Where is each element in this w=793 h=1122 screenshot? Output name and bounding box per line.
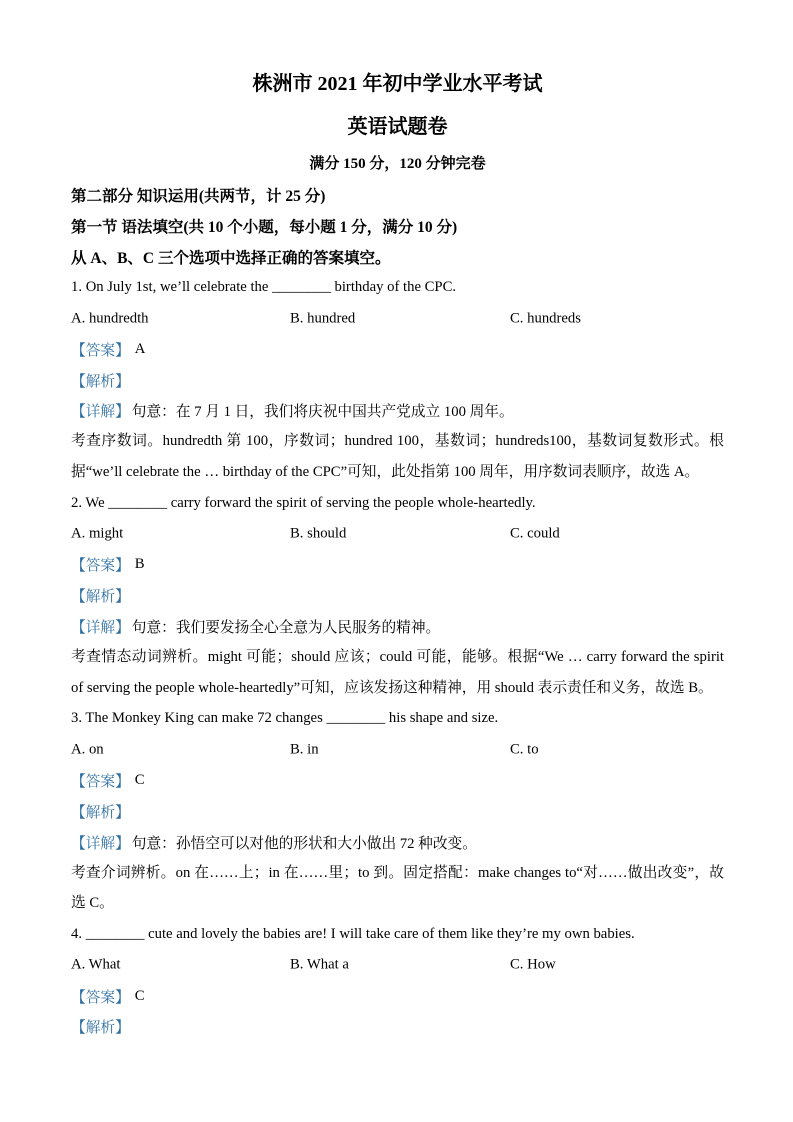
detail-line <box>71 827 724 858</box>
answer-value: A <box>134 340 146 357</box>
analysis-line <box>71 796 724 827</box>
analysis-label: 【解析】 <box>71 1020 130 1037</box>
detail-text: 句意：孙悟空可以对他的形状和大小做出 72 种改变。 <box>131 835 477 852</box>
section-heading: 第二部分 知识运用(共两节，计 25 分) <box>71 188 326 206</box>
options-row <box>71 519 724 550</box>
option-c: C. to <box>510 741 539 758</box>
note-paragraph: 考查情态动词辨析。might 可能；should 应该；could 可能，能够。根据“We … carry forward the spirit of serving the people whole-heartedly”可知，应该发扬这种精神，用 should 表示责任和义务，故选 B。 <box>71 648 724 696</box>
option-a: A. hundredth <box>71 310 149 327</box>
option-b: B. in <box>290 741 319 758</box>
options-row <box>71 303 724 334</box>
detail-text: 句意：在 7 月 1 日，我们将庆祝中国共产党成立 100 周年。 <box>131 404 514 421</box>
question-stem: 1. On July 1st, we’ll celebrate the ________ birthday of the CPC. <box>71 279 457 296</box>
options-row <box>71 734 724 765</box>
answer-line <box>71 550 724 581</box>
detail-text: 句意：我们要发扬全心全意为人民服务的精神。 <box>131 620 441 637</box>
analysis-line <box>71 1012 724 1043</box>
question-stem: 3. The Monkey King can make 72 changes ________ his shape and size. <box>71 710 499 727</box>
detail-line <box>71 396 724 427</box>
option-b: B. should <box>290 525 347 542</box>
detail-label: 【详解】 <box>71 404 130 421</box>
option-a: A. might <box>71 525 124 542</box>
note-paragraph: 考查介词辨析。on 在……上；in 在……里；to 到。固定搭配：make changes to“对……做出改变”，故选 C。 <box>71 864 724 912</box>
option-a: A. on <box>71 741 104 758</box>
option-c: C. could <box>510 525 560 542</box>
exam-subtitle: 英语试题卷 <box>347 115 448 138</box>
option-b: B. What a <box>290 956 349 973</box>
question-stem: 2. We ________ carry forward the spirit of serving the people whole-heartedly. <box>71 494 536 511</box>
analysis-line <box>71 365 724 396</box>
answer-label: 【答案】 <box>71 558 130 575</box>
answer-value: B <box>134 556 145 573</box>
answer-line <box>71 334 724 365</box>
detail-line <box>71 611 724 642</box>
answer-label: 【答案】 <box>71 989 130 1006</box>
analysis-line <box>71 580 724 611</box>
option-b: B. hundred <box>290 310 356 327</box>
option-a: A. What <box>71 956 121 973</box>
answer-line <box>71 765 724 796</box>
option-c: C. How <box>510 956 556 973</box>
exam-title: 株洲市 2021 年初中学业水平考试 <box>252 72 543 95</box>
questions-container <box>71 272 724 1042</box>
analysis-label: 【解析】 <box>71 804 130 821</box>
answer-label: 【答案】 <box>71 774 130 791</box>
analysis-label: 【解析】 <box>71 373 130 390</box>
options-row <box>71 950 724 981</box>
score-info: 满分 150 分，120 分钟完卷 <box>309 155 486 172</box>
detail-label: 【详解】 <box>71 620 130 637</box>
part-heading: 第一节 语法填空(共 10 个小题，每小题 1 分，满分 10 分) <box>71 219 458 237</box>
note-paragraph: 考查序数词。hundredth 第 100，序数词；hundred 100，基数词；hundreds100，基数词复数形式。根据“we’ll celebrate the … birthday of the CPC”可知，此处指第 100 周年，用序数词表顺序，故选 A。 <box>71 433 724 481</box>
answer-line <box>71 981 724 1012</box>
answer-value: C <box>134 987 145 1004</box>
answer-value: C <box>134 772 145 789</box>
answer-label: 【答案】 <box>71 342 130 359</box>
question-stem: 4. ________ cute and lovely the babies are! I will take care of them like they’re my own babies. <box>71 926 635 943</box>
detail-label: 【详解】 <box>71 835 130 852</box>
instruction-line: 从 A、B、C 三个选项中选择正确的答案填空。 <box>71 249 391 267</box>
analysis-label: 【解析】 <box>71 589 130 606</box>
option-c: C. hundreds <box>510 310 581 327</box>
